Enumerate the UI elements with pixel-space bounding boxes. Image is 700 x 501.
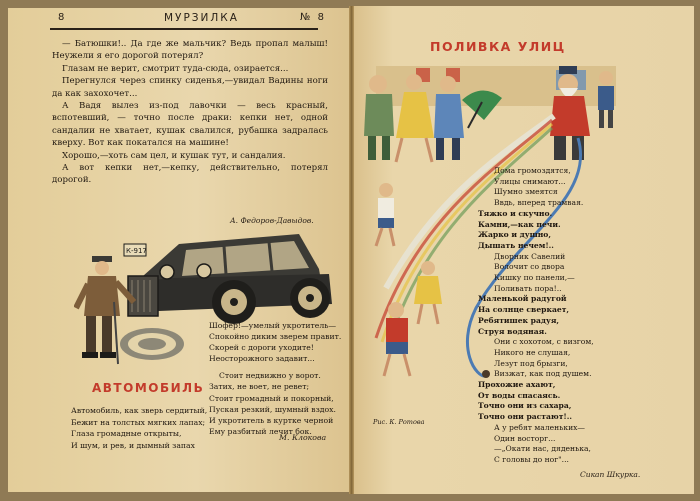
book-gutter (349, 6, 354, 494)
poem-line: Бежит на толстых мягких лапах; (71, 417, 206, 427)
street-poem (478, 166, 594, 466)
poem-line: Шофер!—умелый укротитель— (209, 321, 337, 330)
paragraph: Перегнулся через спинку сиденья,—увидал Вадины ноги да как захохочет... (52, 76, 328, 99)
poem-line: Один восторг... (494, 433, 556, 443)
poem-line: Скорей с дороги уходите! (209, 343, 314, 353)
poem-line: —„Окати нас, дяденька, (494, 444, 591, 454)
poem-author: М. Клокова (279, 433, 327, 442)
poem-line: Маленькой радугой (478, 294, 567, 304)
poem-line: Автомобиль, как зверь сердитый, (71, 406, 208, 415)
paragraph: Глазам не верит, смотрит туда-сюда, озирается... (62, 63, 289, 74)
poem-line: Ребятишек радуя, (478, 315, 560, 325)
poem-line: И укротитель в куртке черной (209, 415, 334, 425)
paragraph: А Вадя вылез из-под лавочки — весь красный, вспотевший, — точно после драки: кепки нет, одной сандалии не хватает, кушак свалился, рубашка задралась кверху. Вот как покатался на машине! (52, 101, 328, 149)
poem-line: Прохожие ахают, (478, 380, 556, 390)
poem-line: Жарко и душно, (478, 230, 552, 240)
header-rule (50, 28, 318, 30)
poem-line: Стоит недвижно у ворот. (219, 371, 321, 381)
poem-line: Стоит громадный и покорный, (209, 393, 334, 403)
poem-stanza (71, 405, 207, 451)
poem-line: Спокойно диким зверем правит. (209, 332, 342, 342)
poem-line: А у ребят маленьких— (494, 422, 586, 432)
poem-line: Струя водяная. (478, 326, 547, 336)
paragraph: — Батюшки!.. Да где же мальчик? Ведь пропал малыш! Неужели я его дорогой потерял? (52, 39, 328, 62)
poem-line: Ввдь, вперед трамвая. (494, 198, 584, 208)
poem-title: АВТОМОБИЛЬ (92, 381, 205, 395)
magazine-name: МУРЗИЛКА (164, 12, 239, 24)
poem-line: Улицы снимают... (494, 176, 566, 186)
license-plate: К-917 (126, 247, 147, 255)
illustration-credit: Рис. К. Ротова (373, 418, 425, 426)
poem-line: На солнце сверкает, (478, 305, 570, 315)
poem-line: Затих, не воет, не ревет; (209, 382, 310, 392)
poem-line: Ему разбитый лечит бок. (209, 426, 312, 436)
poem-author: Сикап Шкурка. (580, 470, 641, 479)
poem-line: Визжат, как под душем. (494, 369, 592, 379)
poem-line: Никого не слушая, (494, 347, 571, 357)
paragraph: А вот кепки нет,—кепку, действительно, потерял дорогой. (52, 163, 328, 186)
poem-line: Шумно змеятся (494, 187, 558, 197)
paragraph: Хорошо,—хоть сам цел, и кушак тут, и сандалия. (62, 150, 286, 161)
poem-line: Пуская резкий, шумный вздох. (209, 404, 336, 414)
poem-line: От воды спасаясь. (478, 390, 561, 400)
poem-line: Тяжко и скучно. (478, 208, 553, 218)
poem-line: Точно они растают!.. (478, 412, 573, 422)
poem-line: Глаза громадные открыты, (71, 429, 182, 439)
story-text (52, 38, 328, 187)
poem-line: Дышать нечем!.. (478, 240, 554, 250)
page-number: 8 (58, 12, 67, 23)
issue-number: № 8 (300, 12, 326, 23)
poem-line: И шум, и рев, и дымный запах (71, 440, 195, 450)
poem-line: Дома громоздятся, (494, 166, 571, 175)
poem-line: Неосторожного задавит... (209, 354, 315, 364)
poem-line: Кишку по панели,— (494, 273, 575, 283)
poem-line: Точно они из сахара, (478, 401, 572, 411)
poem-line: Поливать пора!.. (494, 283, 562, 293)
story-author: А. Федоров-Давыдов. (230, 216, 314, 225)
poem-line: Дворник Савелий (494, 251, 566, 261)
poem-stanza (209, 320, 341, 437)
poem-line: Камни,—как печи. (478, 219, 561, 229)
poem-line: Волочит со двора (494, 262, 565, 272)
poem-line: С головы до ног"... (494, 454, 569, 464)
poem-line: Лезут под брызги, (494, 358, 568, 368)
poem-line: Они с хохотом, с визгом, (494, 337, 594, 347)
poem-title: ПОЛИВКА УЛИЦ (430, 39, 566, 54)
